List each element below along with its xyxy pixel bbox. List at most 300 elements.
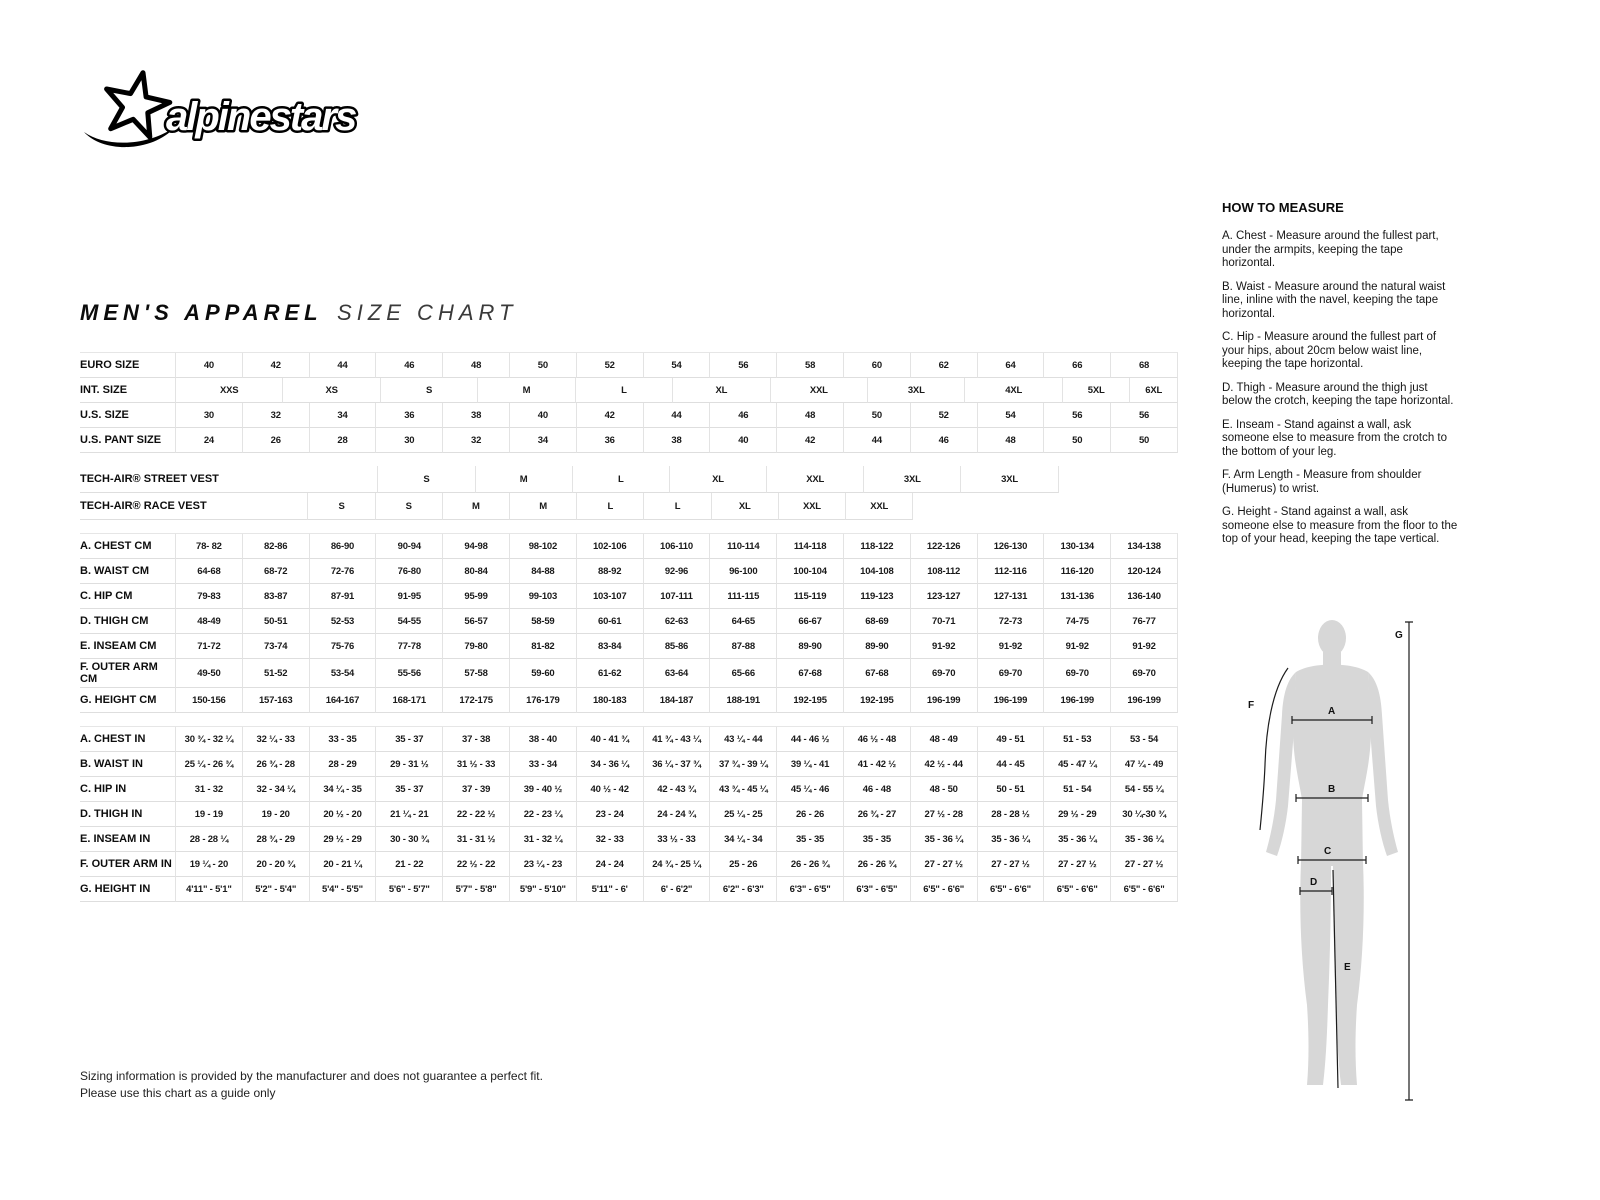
row-label-outer-arm-cm: F. OUTER ARM CM <box>80 659 175 688</box>
row-label-chest-cm: A. CHEST CM <box>80 533 175 559</box>
size-cell: 85-86 <box>643 634 710 659</box>
size-cell: 6' - 6'2" <box>643 877 710 902</box>
size-cell: 192-195 <box>843 688 910 713</box>
size-cell: 68 <box>1110 352 1178 378</box>
size-cell: 64-68 <box>175 559 242 584</box>
row-label-tech-air-race-vest: TECH-AIR® RACE VEST <box>80 493 175 520</box>
page-title-secondary: SIZE CHART <box>337 300 518 325</box>
size-cell: 22 ½ - 22 <box>442 852 509 877</box>
row-label-int-size: INT. SIZE <box>80 378 175 403</box>
size-cell: 83-84 <box>576 634 643 659</box>
row-label-inseam-cm: E. INSEAM CM <box>80 634 175 659</box>
size-cell: 76-80 <box>375 559 442 584</box>
size-cell: 25 ¼ - 26 ¾ <box>175 752 242 777</box>
size-cell: 36 ¼ - 37 ¾ <box>643 752 710 777</box>
size-cell: 54-55 <box>375 609 442 634</box>
measure-instruction: E. Inseam - Stand against a wall, ask someone else to measure from the crotch to the bottom of your leg. <box>1222 418 1447 458</box>
size-cell: 19 - 20 <box>242 802 309 827</box>
size-cell: 28 <box>309 428 376 453</box>
size-cell: 31 - 32 ¼ <box>509 827 576 852</box>
how-to-measure-panel <box>1222 200 1458 557</box>
size-cell: 108-112 <box>910 559 977 584</box>
size-cell: 118-122 <box>843 533 910 559</box>
size-cell: 89-90 <box>776 634 843 659</box>
row-label-outer-arm-in: F. OUTER ARM IN <box>80 852 175 877</box>
size-cell: 33 - 35 <box>309 726 376 752</box>
star-icon <box>107 73 170 137</box>
measure-instruction: A. Chest - Measure around the fullest part, under the armpits, keeping the tape horizontal. <box>1222 230 1439 269</box>
size-cell: 29 - 31 ½ <box>375 752 442 777</box>
row-hip-in <box>80 777 1178 802</box>
size-cell: 67-68 <box>843 659 910 688</box>
size-cell: 196-199 <box>910 688 977 713</box>
size-cell: 19 - 19 <box>175 802 242 827</box>
size-cell: 46 <box>375 352 442 378</box>
row-label-euro-size: EURO SIZE <box>80 352 175 378</box>
measure-instruction: C. Hip - Measure around the fullest part of your hips, about 20cm below waist line, keeping the tape horizontal. <box>1222 331 1437 370</box>
size-cell: 62-63 <box>643 609 710 634</box>
size-cell: 119-123 <box>843 584 910 609</box>
row-label-waist-cm: B. WAIST CM <box>80 559 175 584</box>
empty-cell <box>175 466 377 493</box>
row-label-waist-in: B. WAIST IN <box>80 752 175 777</box>
size-cell: 50 <box>843 403 910 428</box>
size-cell: 91-92 <box>910 634 977 659</box>
size-cell: 47 ¼ - 49 <box>1110 752 1178 777</box>
size-cell: 48 <box>977 428 1044 453</box>
row-us-pant-size <box>80 428 1178 453</box>
size-cell: 26 <box>242 428 309 453</box>
empty-cell <box>913 493 1178 520</box>
size-cell: 32 ¼ - 33 <box>242 726 309 752</box>
row-label-hip-cm: C. HIP CM <box>80 584 175 609</box>
size-cell: 35 - 35 <box>776 827 843 852</box>
row-thigh-in <box>80 802 1178 827</box>
size-cell: M <box>477 378 574 403</box>
size-cell: 176-179 <box>509 688 576 713</box>
size-cell: 32 - 33 <box>576 827 643 852</box>
size-cell: XXL <box>845 493 913 520</box>
size-cell: 6'5" - 6'6" <box>910 877 977 902</box>
size-cell: 27 - 27 ½ <box>977 852 1044 877</box>
size-cell: 90-94 <box>375 533 442 559</box>
size-cell: 74-75 <box>1043 609 1110 634</box>
size-cell: 98-102 <box>509 533 576 559</box>
size-cell: 91-92 <box>1043 634 1110 659</box>
measure-instruction: G. Height - Stand against a wall, ask someone else to measure from the floor to the top of your head, keeping the tape vertical. <box>1222 506 1458 545</box>
size-cell: 68-72 <box>242 559 309 584</box>
size-cell: L <box>576 493 643 520</box>
disclaimer <box>80 1068 543 1102</box>
row-label-tech-air-street-vest: TECH-AIR® STREET VEST <box>80 466 175 493</box>
size-cell: 79-83 <box>175 584 242 609</box>
size-cell: 26 - 26 <box>776 802 843 827</box>
size-cell: 86-90 <box>309 533 376 559</box>
size-cell: 123-127 <box>910 584 977 609</box>
size-cell: 69-70 <box>1110 659 1178 688</box>
size-cell: 96-100 <box>709 559 776 584</box>
row-hip-cm <box>80 584 1178 609</box>
size-cell: 6XL <box>1129 378 1178 403</box>
size-cell: 3XL <box>960 466 1058 493</box>
size-cell: 51 - 54 <box>1043 777 1110 802</box>
size-cell: 20 - 20 ¾ <box>242 852 309 877</box>
empty-cell <box>1059 466 1178 493</box>
size-cell: 42 ½ - 44 <box>910 752 977 777</box>
size-cell: 48 <box>776 403 843 428</box>
size-cell: 48 <box>442 352 509 378</box>
size-cell: 112-116 <box>977 559 1044 584</box>
size-cell: L <box>572 466 669 493</box>
size-cell: 57-58 <box>442 659 509 688</box>
size-cell: XL <box>711 493 778 520</box>
page-title <box>80 300 517 326</box>
disclaimer-line-2: Please use this chart as a guide only <box>80 1086 276 1100</box>
hip-label: C <box>1324 846 1332 857</box>
size-cell: 30 <box>375 428 442 453</box>
size-cell: 19 ¼ - 20 <box>175 852 242 877</box>
size-cell: 66 <box>1043 352 1110 378</box>
row-euro-size <box>80 352 1178 378</box>
size-cell: 120-124 <box>1110 559 1178 584</box>
size-cell: 196-199 <box>1043 688 1110 713</box>
size-cell: 48 - 50 <box>910 777 977 802</box>
size-cell: 37 - 39 <box>442 777 509 802</box>
measure-instruction: D. Thigh - Measure around the thigh just below the crotch, keeping the tape horizontal. <box>1222 381 1454 407</box>
size-cell: 53-54 <box>309 659 376 688</box>
size-cell: 41 - 42 ½ <box>843 752 910 777</box>
size-cell: 33 ½ - 33 <box>643 827 710 852</box>
row-us-size <box>80 403 1178 428</box>
row-label-chest-in: A. CHEST IN <box>80 726 175 752</box>
size-cell: 34 <box>509 428 576 453</box>
size-cell: 32 <box>442 428 509 453</box>
disclaimer-line-1: Sizing information is provided by the manufacturer and does not guarantee a perfect fit. <box>80 1069 543 1083</box>
size-cell: 41 ¾ - 43 ¼ <box>643 726 710 752</box>
size-cell: 54 <box>643 352 710 378</box>
row-waist-cm <box>80 559 1178 584</box>
size-cell: 111-115 <box>709 584 776 609</box>
size-cell: 5'4" - 5'5" <box>309 877 376 902</box>
size-cell: 115-119 <box>776 584 843 609</box>
size-cell: 69-70 <box>1043 659 1110 688</box>
size-cell: 43 ¾ - 45 ¼ <box>709 777 776 802</box>
size-cell: 134-138 <box>1110 533 1178 559</box>
alpinestars-logo <box>78 68 408 168</box>
size-cell: 31 ½ - 33 <box>442 752 509 777</box>
size-cell: 42 <box>242 352 309 378</box>
size-cell: 24 ¾ - 25 ¼ <box>643 852 710 877</box>
size-cell: 6'2" - 6'3" <box>709 877 776 902</box>
size-cell: 100-104 <box>776 559 843 584</box>
size-cell: M <box>442 493 509 520</box>
size-cell: 50 <box>1043 428 1110 453</box>
size-cell: 68-69 <box>843 609 910 634</box>
size-cell: 32 - 34 ¼ <box>242 777 309 802</box>
size-cell: 46 - 48 <box>843 777 910 802</box>
size-cell: 44 <box>643 403 710 428</box>
size-cell: 80-84 <box>442 559 509 584</box>
size-cell: 37 ¾ - 39 ¼ <box>709 752 776 777</box>
size-cell: 6'5" - 6'6" <box>977 877 1044 902</box>
size-cell: 53 - 54 <box>1110 726 1178 752</box>
size-cell: 76-77 <box>1110 609 1178 634</box>
size-cell: 114-118 <box>776 533 843 559</box>
size-cell: 99-103 <box>509 584 576 609</box>
size-cell: XS <box>282 378 379 403</box>
size-cell: 5XL <box>1062 378 1130 403</box>
size-cell: 5'2" - 5'4" <box>242 877 309 902</box>
size-cell: 50 <box>1110 428 1178 453</box>
size-cell: S <box>307 493 374 520</box>
size-cell: 4XL <box>964 378 1061 403</box>
size-cell: 20 ½ - 20 <box>309 802 376 827</box>
size-cell: 40 <box>509 403 576 428</box>
size-cell: 48 - 49 <box>910 726 977 752</box>
row-waist-in <box>80 752 1178 777</box>
size-cell: XXL <box>770 378 867 403</box>
size-cell: 27 - 27 ½ <box>910 852 977 877</box>
size-cell: 34 <box>309 403 376 428</box>
size-cell: M <box>475 466 572 493</box>
row-chest-cm <box>80 533 1178 559</box>
size-cell: 180-183 <box>576 688 643 713</box>
size-cell: 79-80 <box>442 634 509 659</box>
size-cell: 91-92 <box>977 634 1044 659</box>
size-cell: 30 ¼-30 ¾ <box>1110 802 1178 827</box>
size-table <box>80 352 1178 902</box>
height-label: G <box>1395 630 1403 641</box>
size-cell: 50 - 51 <box>977 777 1044 802</box>
size-cell: 60 <box>843 352 910 378</box>
size-cell: S <box>375 493 442 520</box>
row-label-height-cm: G. HEIGHT CM <box>80 688 175 713</box>
size-cell: 35 - 36 ¼ <box>910 827 977 852</box>
size-cell: 28 - 28 ¼ <box>175 827 242 852</box>
size-cell: 72-73 <box>977 609 1044 634</box>
size-cell: XL <box>672 378 769 403</box>
size-cell: 66-67 <box>776 609 843 634</box>
size-cell: 26 ¾ - 27 <box>843 802 910 827</box>
row-int-size <box>80 378 1178 403</box>
size-cell: 40 <box>709 428 776 453</box>
size-cell: 35 - 36 ¼ <box>1110 827 1178 852</box>
size-cell: 6'3" - 6'5" <box>843 877 910 902</box>
size-cell: 34 - 36 ¼ <box>576 752 643 777</box>
size-cell: 29 ½ - 29 <box>309 827 376 852</box>
size-cell: 87-91 <box>309 584 376 609</box>
size-cell: 50 <box>509 352 576 378</box>
size-cell: 131-136 <box>1043 584 1110 609</box>
size-cell: 50-51 <box>242 609 309 634</box>
size-cell: 172-175 <box>442 688 509 713</box>
size-cell: 36 <box>576 428 643 453</box>
size-cell: 64 <box>977 352 1044 378</box>
size-cell: 157-163 <box>242 688 309 713</box>
thigh-label: D <box>1310 877 1318 888</box>
waist-label: B <box>1328 784 1336 795</box>
size-cell: 82-86 <box>242 533 309 559</box>
size-cell: 27 ½ - 28 <box>910 802 977 827</box>
size-cell: L <box>643 493 710 520</box>
size-cell: 56 <box>1110 403 1178 428</box>
size-cell: 38 <box>643 428 710 453</box>
size-cell: 44 <box>309 352 376 378</box>
size-cell: 58-59 <box>509 609 576 634</box>
how-to-measure-heading: HOW TO MEASURE <box>1222 200 1344 215</box>
size-cell: 22 - 22 ½ <box>442 802 509 827</box>
size-cell: 192-195 <box>776 688 843 713</box>
size-cell: 104-108 <box>843 559 910 584</box>
row-label-thigh-in: D. THIGH IN <box>80 802 175 827</box>
size-cell: 55-56 <box>375 659 442 688</box>
size-cell: 52 <box>576 352 643 378</box>
size-cell: 188-191 <box>709 688 776 713</box>
size-cell: 29 ½ - 29 <box>1043 802 1110 827</box>
size-cell: 52 <box>910 403 977 428</box>
size-cell: 71-72 <box>175 634 242 659</box>
size-cell: 87-88 <box>709 634 776 659</box>
size-cell: 91-92 <box>1110 634 1178 659</box>
size-cell: 75-76 <box>309 634 376 659</box>
size-cell: 64-65 <box>709 609 776 634</box>
row-label-inseam-in: E. INSEAM IN <box>80 827 175 852</box>
size-cell: 52-53 <box>309 609 376 634</box>
alpinestars-logo-icon <box>78 68 408 163</box>
size-cell: 46 <box>910 428 977 453</box>
size-cell: XXL <box>778 493 845 520</box>
size-cell: 69-70 <box>910 659 977 688</box>
size-cell: 102-106 <box>576 533 643 559</box>
row-tech-air-race-vest <box>80 493 1178 520</box>
size-cell: 46 ½ - 48 <box>843 726 910 752</box>
size-cell: 25 ¼ - 25 <box>709 802 776 827</box>
row-chest-in <box>80 726 1178 752</box>
size-cell: XXL <box>766 466 863 493</box>
size-cell: 67-68 <box>776 659 843 688</box>
size-cell: 23 - 24 <box>576 802 643 827</box>
row-label-us-size: U.S. SIZE <box>80 403 175 428</box>
size-cell: 49-50 <box>175 659 242 688</box>
size-cell: 106-110 <box>643 533 710 559</box>
size-cell: 35 - 37 <box>375 777 442 802</box>
body-measurement-figure <box>1232 610 1437 1115</box>
size-cell: 36 <box>375 403 442 428</box>
size-cell: 44 - 46 ½ <box>776 726 843 752</box>
chest-label: A <box>1328 706 1336 717</box>
size-cell: 95-99 <box>442 584 509 609</box>
size-cell: 34 ¼ - 34 <box>709 827 776 852</box>
size-cell: 3XL <box>863 466 960 493</box>
size-cell: 22 - 23 ¼ <box>509 802 576 827</box>
size-cell: 89-90 <box>843 634 910 659</box>
size-cell: 24 - 24 ¾ <box>643 802 710 827</box>
size-cell: 45 - 47 ¼ <box>1043 752 1110 777</box>
size-cell: 77-78 <box>375 634 442 659</box>
measure-instruction: B. Waist - Measure around the natural waist line, inline with the navel, keeping the tape horizontal. <box>1222 280 1446 320</box>
size-cell: 44 <box>843 428 910 453</box>
size-cell: 58 <box>776 352 843 378</box>
size-cell: 56 <box>1043 403 1110 428</box>
size-cell: S <box>380 378 477 403</box>
size-cell: S <box>377 466 474 493</box>
size-cell: 83-87 <box>242 584 309 609</box>
size-cell: 6'5" - 6'6" <box>1043 877 1110 902</box>
size-cell: 130-134 <box>1043 533 1110 559</box>
size-cell: XXS <box>175 378 282 403</box>
size-cell: 31 - 32 <box>175 777 242 802</box>
size-cell: 26 ¾ - 28 <box>242 752 309 777</box>
size-cell: 32 <box>242 403 309 428</box>
size-cell: 63-64 <box>643 659 710 688</box>
size-cell: 23 ¼ - 23 <box>509 852 576 877</box>
size-cell: 38 <box>442 403 509 428</box>
size-cell: 49 - 51 <box>977 726 1044 752</box>
size-cell: 39 ¼ - 41 <box>776 752 843 777</box>
size-cell: 42 <box>576 403 643 428</box>
size-cell: 72-76 <box>309 559 376 584</box>
size-cell: 92-96 <box>643 559 710 584</box>
size-cell: 39 - 40 ½ <box>509 777 576 802</box>
row-label-height-in: G. HEIGHT IN <box>80 877 175 902</box>
size-cell: 107-111 <box>643 584 710 609</box>
size-cell: 42 - 43 ¾ <box>643 777 710 802</box>
size-cell: 54 <box>977 403 1044 428</box>
size-cell: 44 - 45 <box>977 752 1044 777</box>
size-cell: 40 ½ - 42 <box>576 777 643 802</box>
row-inseam-in <box>80 827 1178 852</box>
arm-length-label: F <box>1248 700 1255 711</box>
size-cell: 40 <box>175 352 242 378</box>
size-cell: 54 - 55 ¼ <box>1110 777 1178 802</box>
height-measure-line <box>1405 622 1413 1100</box>
size-cell: 78- 82 <box>175 533 242 559</box>
size-cell: M <box>509 493 576 520</box>
row-label-hip-in: C. HIP IN <box>80 777 175 802</box>
size-cell: 28 - 29 <box>309 752 376 777</box>
size-cell: 56-57 <box>442 609 509 634</box>
row-tech-air-street-vest <box>80 466 1178 493</box>
size-cell: 27 - 27 ½ <box>1043 852 1110 877</box>
size-cell: 5'7" - 5'8" <box>442 877 509 902</box>
row-inseam-cm <box>80 634 1178 659</box>
size-cell: 116-120 <box>1043 559 1110 584</box>
size-cell: 110-114 <box>709 533 776 559</box>
size-cell: 35 - 35 <box>843 827 910 852</box>
size-cell: 127-131 <box>977 584 1044 609</box>
size-cell: 35 - 36 ¼ <box>1043 827 1110 852</box>
size-cell: 4'11" - 5'1" <box>175 877 242 902</box>
measure-instruction: F. Arm Length - Measure from shoulder (Humerus) to wrist. <box>1222 469 1422 495</box>
size-cell: 196-199 <box>977 688 1044 713</box>
size-cell: 61-62 <box>576 659 643 688</box>
size-cell: 60-61 <box>576 609 643 634</box>
size-cell: 24 - 24 <box>576 852 643 877</box>
size-cell: 21 ¼ - 21 <box>375 802 442 827</box>
size-cell: 30 <box>175 403 242 428</box>
body-silhouette-icon <box>1232 610 1437 1115</box>
page-title-primary: MEN'S APPAREL <box>80 300 323 325</box>
empty-cell <box>175 493 307 520</box>
size-cell: 34 ¼ - 35 <box>309 777 376 802</box>
size-cell: 45 ¼ - 46 <box>776 777 843 802</box>
row-thigh-cm <box>80 609 1178 634</box>
size-cell: 24 <box>175 428 242 453</box>
size-cell: 73-74 <box>242 634 309 659</box>
size-cell: 136-140 <box>1110 584 1178 609</box>
size-cell: 51-52 <box>242 659 309 688</box>
size-cell: 26 - 26 ¾ <box>843 852 910 877</box>
